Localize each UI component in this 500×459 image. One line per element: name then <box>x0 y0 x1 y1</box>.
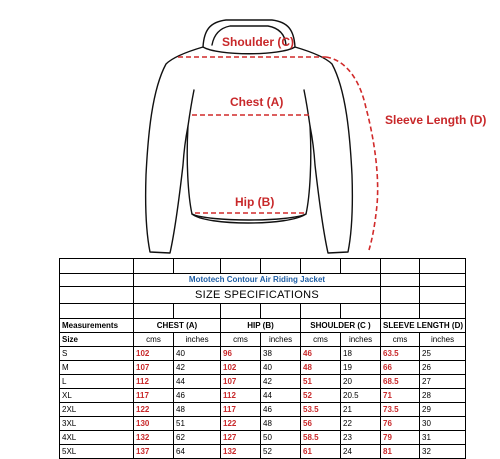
unit-cell: cms <box>134 333 174 347</box>
size-cell: 5XL <box>60 445 134 459</box>
value-cell: 102 <box>221 361 261 375</box>
value-cell: 130 <box>134 417 174 431</box>
value-cell: 21 <box>341 403 381 417</box>
value-cell: 42 <box>174 361 221 375</box>
value-cell: 18 <box>341 347 381 361</box>
size-cell: XL <box>60 389 134 403</box>
jacket-hem <box>192 214 306 220</box>
value-cell: 24 <box>341 445 381 459</box>
unit-cell: inches <box>261 333 301 347</box>
value-cell: 20.5 <box>341 389 381 403</box>
jacket-left-armhole <box>188 90 194 126</box>
value-cell: 38 <box>261 347 301 361</box>
value-cell: 19 <box>341 361 381 375</box>
chest-column-header: CHEST (A) <box>134 319 221 333</box>
table-row <box>60 389 466 403</box>
value-cell: 117 <box>221 403 261 417</box>
value-cell: 28 <box>420 389 466 403</box>
value-cell: 23 <box>341 431 381 445</box>
value-cell: 56 <box>301 417 341 431</box>
value-cell: 102 <box>134 347 174 361</box>
value-cell: 62 <box>174 431 221 445</box>
value-cell: 44 <box>174 375 221 389</box>
value-cell: 107 <box>221 375 261 389</box>
sleeve-column-header: SLEEVE LENGTH (D) <box>381 319 466 333</box>
value-cell: 137 <box>134 445 174 459</box>
value-cell: 64 <box>174 445 221 459</box>
jacket-body-outline <box>146 47 353 253</box>
value-cell: 32 <box>420 445 466 459</box>
value-cell: 132 <box>134 431 174 445</box>
chest-label: Chest (A) <box>230 95 284 109</box>
unit-cell: cms <box>221 333 261 347</box>
value-cell: 53.5 <box>301 403 341 417</box>
value-cell: 52 <box>301 389 341 403</box>
sleeve-length-label: Sleeve Length (D) <box>385 113 487 127</box>
value-cell: 50 <box>261 431 301 445</box>
value-cell: 22 <box>341 417 381 431</box>
value-cell: 40 <box>174 347 221 361</box>
unit-cell: inches <box>174 333 221 347</box>
size-cell: S <box>60 347 134 361</box>
value-cell: 30 <box>420 417 466 431</box>
size-cell: L <box>60 375 134 389</box>
value-cell: 31 <box>420 431 466 445</box>
table-row <box>60 417 466 431</box>
value-cell: 58.5 <box>301 431 341 445</box>
size-header: Size <box>60 333 134 347</box>
table-unit-row <box>60 333 466 347</box>
value-cell: 46 <box>174 389 221 403</box>
value-cell: 63.5 <box>381 347 420 361</box>
value-cell: 112 <box>134 375 174 389</box>
unit-cell: cms <box>381 333 420 347</box>
table-row <box>60 431 466 445</box>
value-cell: 112 <box>221 389 261 403</box>
unit-cell: inches <box>420 333 466 347</box>
value-cell: 61 <box>301 445 341 459</box>
value-cell: 48 <box>301 361 341 375</box>
value-cell: 46 <box>261 403 301 417</box>
size-specification-table <box>59 258 466 459</box>
value-cell: 122 <box>221 417 261 431</box>
value-cell: 48 <box>174 403 221 417</box>
value-cell: 79 <box>381 431 420 445</box>
value-cell: 51 <box>174 417 221 431</box>
shoulder-label: Shoulder (C) <box>222 35 294 49</box>
hip-label: Hip (B) <box>235 195 275 209</box>
table-subtitle: SIZE SPECIFICATIONS <box>134 287 381 304</box>
value-cell: 44 <box>261 389 301 403</box>
value-cell: 51 <box>301 375 341 389</box>
unit-cell: inches <box>341 333 381 347</box>
value-cell: 96 <box>221 347 261 361</box>
value-cell: 20 <box>341 375 381 389</box>
hip-column-header: HIP (B) <box>221 319 301 333</box>
value-cell: 27 <box>420 375 466 389</box>
value-cell: 132 <box>221 445 261 459</box>
size-cell: M <box>60 361 134 375</box>
table-row <box>60 347 466 361</box>
unit-cell: cms <box>301 333 341 347</box>
value-cell: 76 <box>381 417 420 431</box>
value-cell: 127 <box>221 431 261 445</box>
shoulder-column-header: SHOULDER (C ) <box>301 319 381 333</box>
size-cell: 2XL <box>60 403 134 417</box>
table-blank-row <box>60 259 466 274</box>
value-cell: 25 <box>420 347 466 361</box>
table-title: Mototech Contour Air Riding Jacket <box>134 274 381 287</box>
table-title-row <box>60 274 466 287</box>
value-cell: 40 <box>261 361 301 375</box>
table-row <box>60 445 466 459</box>
table-blank-row <box>60 304 466 319</box>
value-cell: 42 <box>261 375 301 389</box>
table-row <box>60 375 466 389</box>
measurements-header: Measurements <box>60 319 134 333</box>
size-cell: 3XL <box>60 417 134 431</box>
jacket-right-armhole <box>304 90 310 126</box>
table-row <box>60 361 466 375</box>
value-cell: 52 <box>261 445 301 459</box>
value-cell: 29 <box>420 403 466 417</box>
value-cell: 81 <box>381 445 420 459</box>
table-header-row <box>60 319 466 333</box>
table-subtitle-row <box>60 287 466 304</box>
value-cell: 107 <box>134 361 174 375</box>
value-cell: 46 <box>301 347 341 361</box>
table-row <box>60 403 466 417</box>
value-cell: 48 <box>261 417 301 431</box>
value-cell: 122 <box>134 403 174 417</box>
value-cell: 117 <box>134 389 174 403</box>
value-cell: 73.5 <box>381 403 420 417</box>
value-cell: 71 <box>381 389 420 403</box>
value-cell: 26 <box>420 361 466 375</box>
value-cell: 66 <box>381 361 420 375</box>
size-cell: 4XL <box>60 431 134 445</box>
value-cell: 68.5 <box>381 375 420 389</box>
